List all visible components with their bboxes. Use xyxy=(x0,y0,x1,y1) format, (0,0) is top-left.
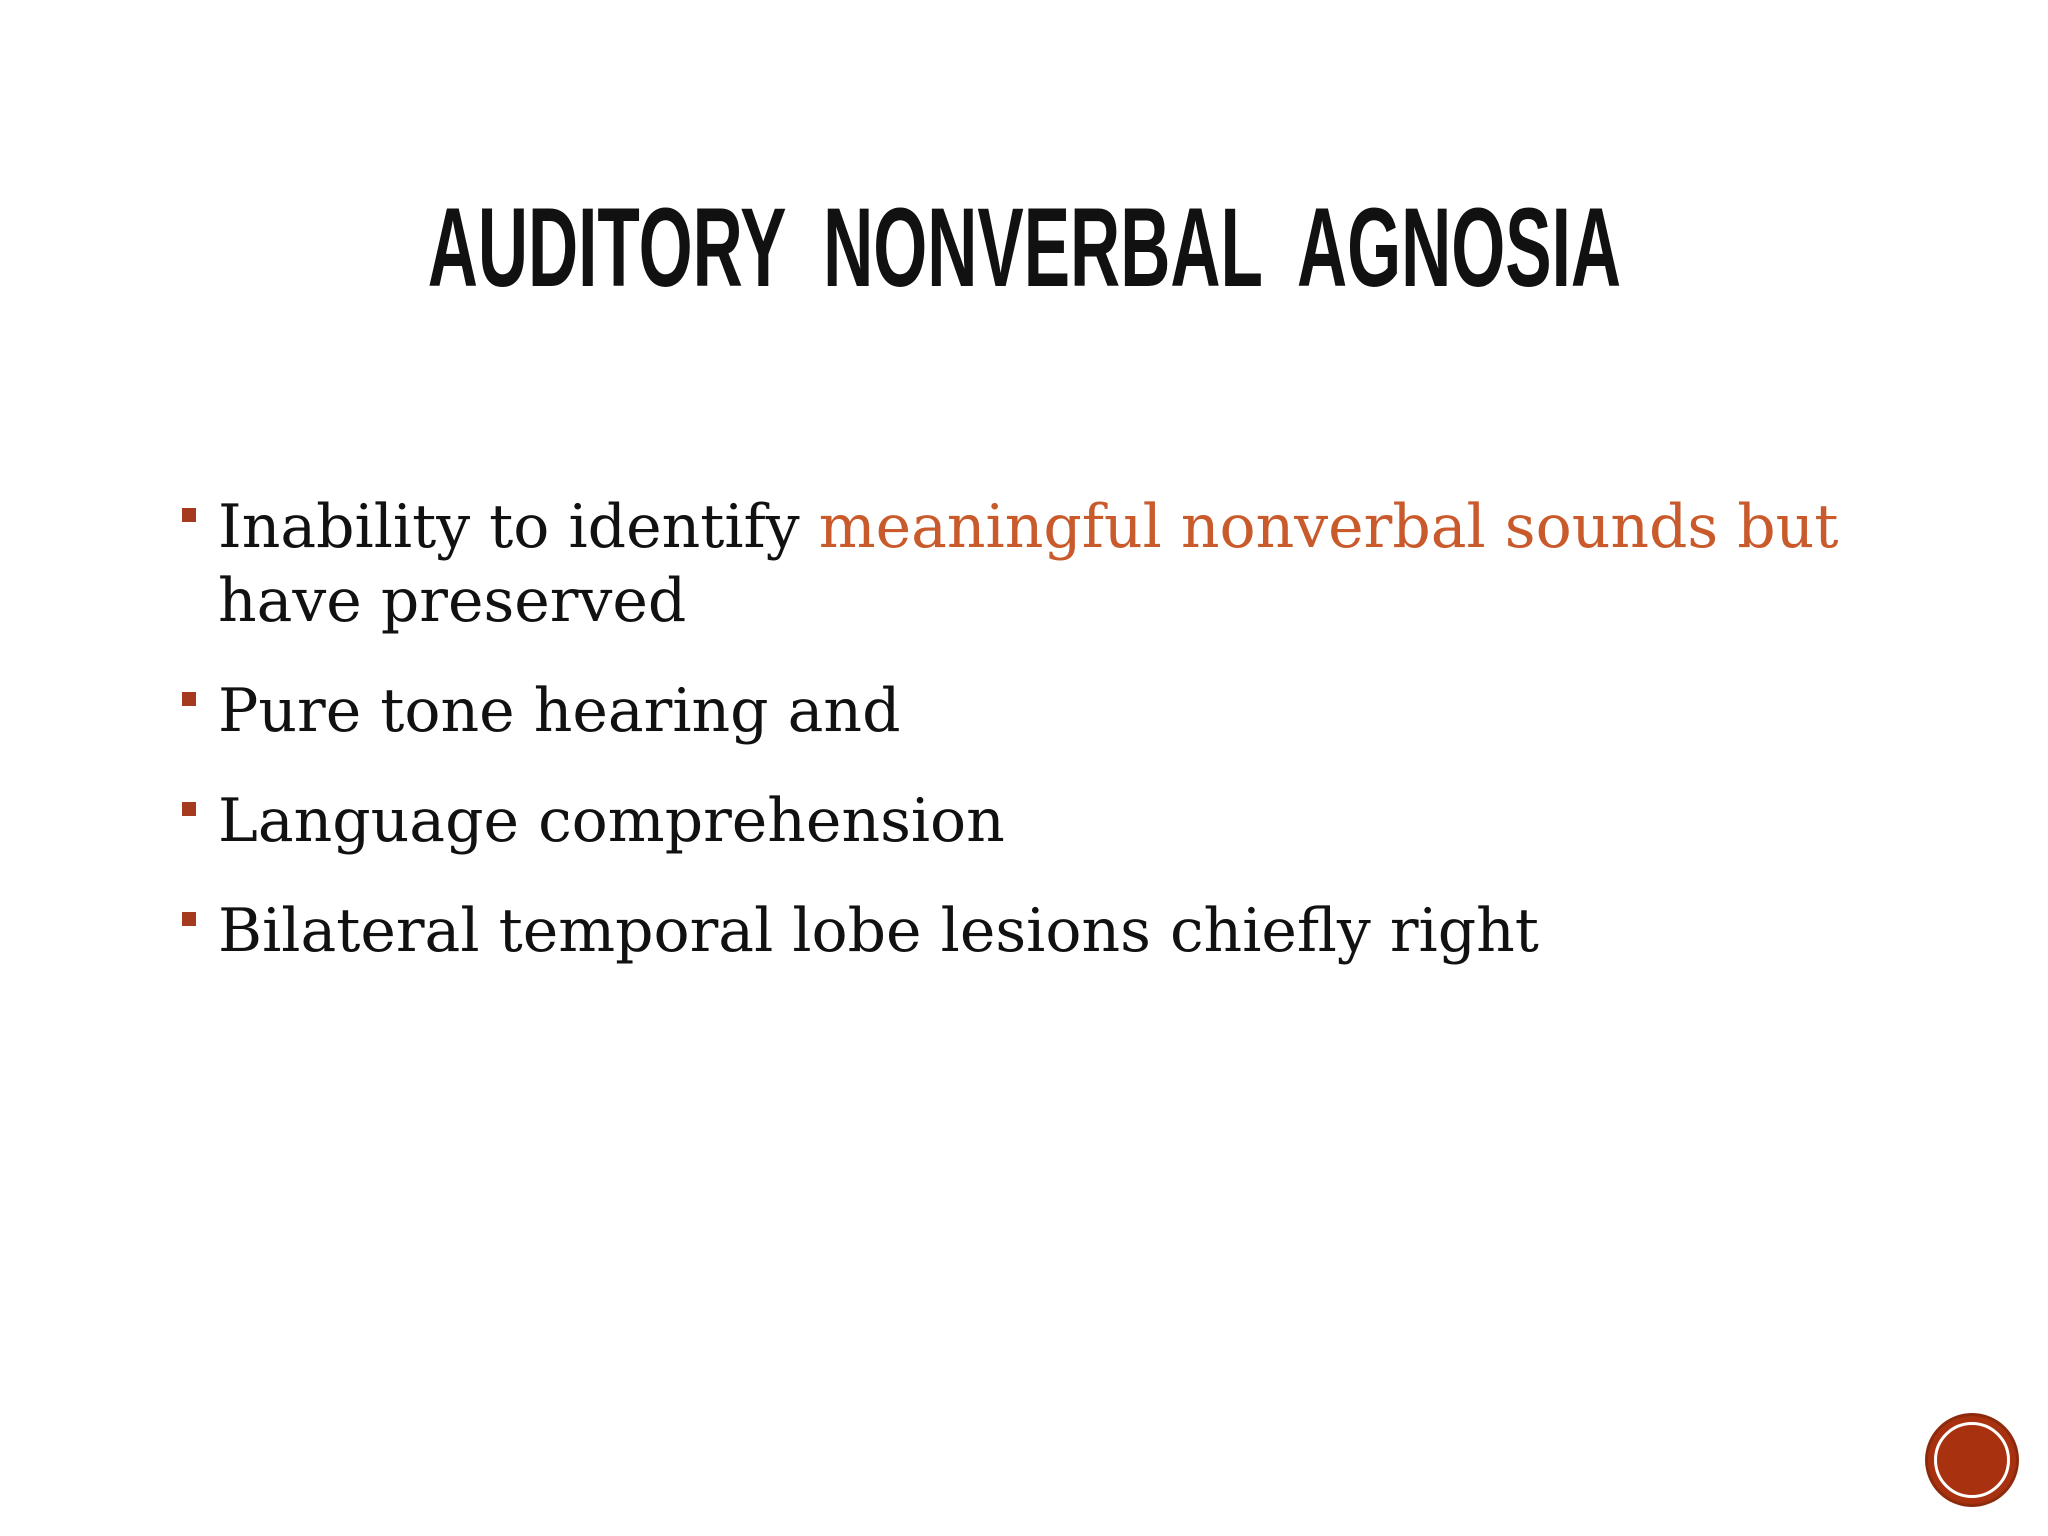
slide-number-badge xyxy=(1928,1416,2016,1504)
bullet-text-continued: have preserved xyxy=(218,566,687,636)
bullet-text: Inability to identify xyxy=(218,492,819,562)
bullet-text: Pure tone hearing and xyxy=(218,676,901,746)
bullet-text: Language comprehension xyxy=(218,786,1005,856)
bullet-item xyxy=(180,784,1920,858)
bullet-text: Bilateral temporal lobe lesions chiefly right xyxy=(218,896,1539,966)
bullet-highlight-text: meaningful nonverbal sounds but xyxy=(818,492,1839,562)
square-bullet-icon xyxy=(182,692,196,706)
bullet-item xyxy=(180,894,1920,968)
slide-title: AUDITORY NONVERBAL AGNOSIA xyxy=(427,185,1622,310)
square-bullet-icon xyxy=(182,508,196,522)
slide-number xyxy=(1928,1416,2016,1504)
bullet-item xyxy=(180,490,1920,638)
bullet-item xyxy=(180,674,1920,748)
bullet-list xyxy=(180,490,1920,1004)
square-bullet-icon xyxy=(182,912,196,926)
square-bullet-icon xyxy=(182,802,196,816)
